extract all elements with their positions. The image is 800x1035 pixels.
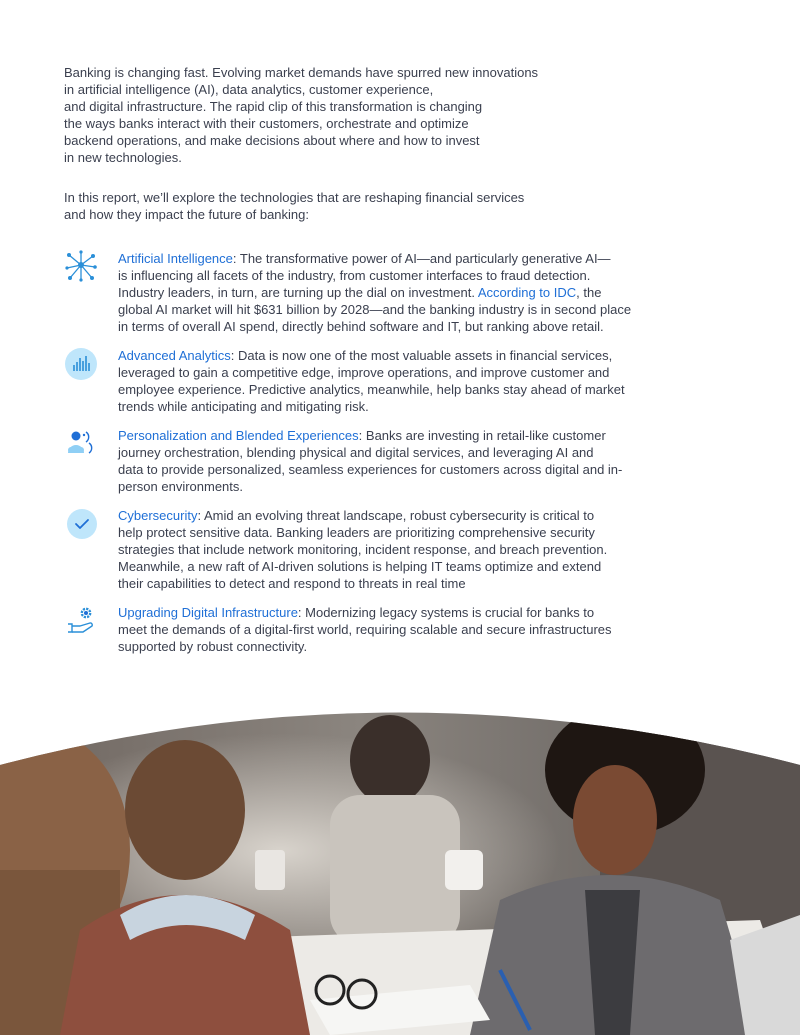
item-line: in terms of overall AI spend, directly behind software and IT, but ranking above retail. <box>118 319 604 334</box>
item-text <box>118 347 743 415</box>
item-line <box>118 507 743 524</box>
gear-hand-icon <box>64 604 98 638</box>
item-heading: Advanced Analytics <box>118 348 231 363</box>
idc-link[interactable]: According to IDC <box>477 285 577 300</box>
report-scope-paragraph <box>64 189 624 223</box>
item-line: is influencing all facets of the industry, from customer interfaces to fraud detection. <box>118 268 591 283</box>
item-line <box>118 604 743 621</box>
item-line: their capabilities to detect and respond to threats in real time <box>118 576 466 591</box>
item-line: trends while anticipating and mitigating risk. <box>118 399 369 414</box>
item-line: supported by robust connectivity. <box>118 639 308 654</box>
ai-network-icon <box>64 250 98 284</box>
item-line: leveraged to gain a competitive edge, improve operations, and improve customer and <box>118 365 610 380</box>
item-line <box>118 250 743 267</box>
intro-paragraph <box>64 64 609 166</box>
item-line <box>118 347 743 364</box>
intro-line: the ways banks interact with their customers, orchestrate and optimize <box>64 116 469 131</box>
item-text <box>118 507 743 592</box>
item-text <box>118 250 743 335</box>
item-line: Meanwhile, a new raft of AI-driven solutions is helping IT teams optimize and extend <box>118 559 602 574</box>
item-line: help protect sensitive data. Banking leaders are prioritizing comprehensive security <box>118 525 595 540</box>
intro-line: backend operations, and make decisions about where and how to invest <box>64 133 480 148</box>
item-line <box>118 427 743 444</box>
item-line-text: : Data is now one of the most valuable assets in financial services, <box>230 348 613 363</box>
item-text <box>118 604 743 655</box>
intro-line: and how they impact the future of banking: <box>64 207 309 222</box>
item-line: person environments. <box>118 479 244 494</box>
intro-line: In this report, we’ll explore the technologies that are reshaping financial services <box>64 190 525 205</box>
item-line: employee experience. Predictive analytics, meanwhile, help banks stay ahead of market <box>118 382 625 397</box>
item-line-text: : Banks are investing in retail-like customer <box>358 428 606 443</box>
item-line-text: : The transformative power of AI—and particularly generative AI— <box>232 251 611 266</box>
intro-line: Banking is changing fast. Evolving market demands have spurred new innovations <box>64 65 539 80</box>
item-line-text: : Amid an evolving threat landscape, robust cybersecurity is critical to <box>197 508 595 523</box>
item-line-text: , the <box>576 285 602 300</box>
item-line-text: : Modernizing legacy systems is crucial for banks to <box>297 605 595 620</box>
item-line: global AI market will hit $631 billion by 2028—and the banking industry is in second place <box>118 302 632 317</box>
intro-line: in artificial intelligence (AI), data analytics, customer experience, <box>64 82 434 97</box>
item-line <box>118 284 743 301</box>
item-heading: Artificial Intelligence <box>118 251 233 266</box>
item-line: meet the demands of a digital-first world, requiring scalable and secure infrastructures <box>118 622 612 637</box>
item-text <box>118 427 743 495</box>
shield-check-icon <box>64 507 98 541</box>
item-heading: Upgrading Digital Infrastructure <box>118 605 298 620</box>
item-line: data to provide personalized, seamless experiences for customers across digital and in- <box>118 462 623 477</box>
item-line: journey orchestration, blending physical and digital services, and leveraging AI and <box>118 445 594 460</box>
intro-line: in new technologies. <box>64 150 182 165</box>
bar-chart-icon <box>64 347 98 381</box>
item-heading: Cybersecurity <box>118 508 198 523</box>
item-line-text: Industry leaders, in turn, are turning up the dial on investment. <box>118 285 478 300</box>
banking-meeting-photo <box>0 700 800 1035</box>
person-icon <box>64 427 98 461</box>
item-line: strategies that include network monitoring, incident response, and breach prevention. <box>118 542 608 557</box>
intro-line: and digital infrastructure. The rapid clip of this transformation is changing <box>64 99 483 114</box>
item-heading: Personalization and Blended Experiences <box>118 428 359 443</box>
